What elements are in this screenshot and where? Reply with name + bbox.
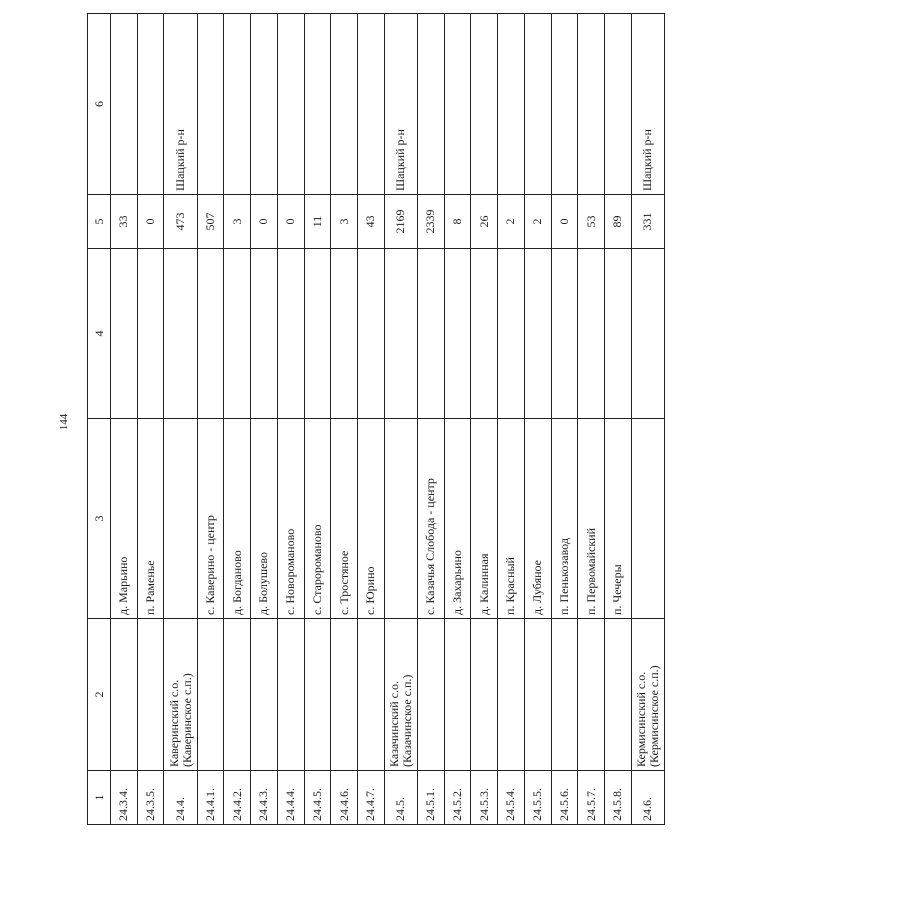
cell-c1: 24.5.4.: [498, 771, 525, 825]
cell-c5: 43: [358, 195, 385, 249]
settlements-table: [87, 13, 665, 825]
cell-c2: Казачинский с.о. (Казачинское с.п.): [384, 619, 417, 771]
cell-c2: [417, 619, 444, 771]
cell-c6: [524, 14, 551, 195]
cell-c5: 3: [331, 195, 358, 249]
cell-c3: п. Раменье: [137, 419, 164, 619]
page-number: 144: [58, 413, 70, 431]
cell-c5: 53: [578, 195, 605, 249]
cell-c6: [111, 14, 138, 195]
cell-c3: [164, 419, 197, 619]
col-header-3: 3: [88, 419, 111, 619]
cell-c3: с. Старороманово: [304, 419, 331, 619]
cell-c3: д. Калинная: [471, 419, 498, 619]
table-row: [605, 14, 632, 825]
cell-c3: п. Первомайский: [578, 419, 605, 619]
cell-c6: Шацкий р-н: [631, 14, 664, 195]
cell-c1: 24.5.5.: [524, 771, 551, 825]
cell-c6: [304, 14, 331, 195]
cell-c2: [578, 619, 605, 771]
cell-c3: п. Пенькозавод: [551, 419, 578, 619]
table-row: [197, 14, 224, 825]
cell-c3: с. Каверино - центр: [197, 419, 224, 619]
cell-c3: д. Лубяное: [524, 419, 551, 619]
col-header-1: 1: [88, 771, 111, 825]
cell-c6: [551, 14, 578, 195]
cell-c2: [551, 619, 578, 771]
cell-c6: [331, 14, 358, 195]
cell-c1: 24.4.4.: [277, 771, 304, 825]
cell-c2: Кермисинский с.о. (Кермисинское с.п.): [631, 619, 664, 771]
cell-c2: [197, 619, 224, 771]
col-header-2: 2: [88, 619, 111, 771]
cell-c1: 24.5.7.: [578, 771, 605, 825]
table-row: [331, 14, 358, 825]
cell-c4: [444, 249, 471, 419]
cell-c5: 0: [277, 195, 304, 249]
cell-c6: [578, 14, 605, 195]
cell-c5: 473: [164, 195, 197, 249]
cell-c2: [605, 619, 632, 771]
cell-c2: [304, 619, 331, 771]
cell-c6: [137, 14, 164, 195]
cell-c2: [524, 619, 551, 771]
cell-c2: [358, 619, 385, 771]
cell-c4: [304, 249, 331, 419]
cell-c5: 8: [444, 195, 471, 249]
cell-c6: [498, 14, 525, 195]
cell-c6: [417, 14, 444, 195]
cell-c6: [277, 14, 304, 195]
cell-c1: 24.3.5.: [137, 771, 164, 825]
cell-c5: 2169: [384, 195, 417, 249]
cell-c1: 24.3.4.: [111, 771, 138, 825]
cell-c6: [358, 14, 385, 195]
cell-c3: с. Тростяное: [331, 419, 358, 619]
cell-c2: [277, 619, 304, 771]
col-header-6: 6: [88, 14, 111, 195]
cell-c4: [498, 249, 525, 419]
cell-c6: [444, 14, 471, 195]
table-row: [578, 14, 605, 825]
cell-c2: [331, 619, 358, 771]
table-row: [444, 14, 471, 825]
cell-c6: Шацкий р-н: [384, 14, 417, 195]
cell-c1: 24.5.8.: [605, 771, 632, 825]
cell-c5: 0: [251, 195, 278, 249]
cell-c1: 24.4.3.: [251, 771, 278, 825]
cell-c4: [551, 249, 578, 419]
table-row: [384, 14, 417, 825]
cell-c6: [605, 14, 632, 195]
cell-c5: 11: [304, 195, 331, 249]
cell-c4: [417, 249, 444, 419]
table-row: [471, 14, 498, 825]
cell-c2: [111, 619, 138, 771]
table-row: [277, 14, 304, 825]
cell-c6: [224, 14, 251, 195]
cell-c3: с. Казачья Слобода - центр: [417, 419, 444, 619]
cell-c3: с. Юрино: [358, 419, 385, 619]
cell-c5: 507: [197, 195, 224, 249]
table-row: [524, 14, 551, 825]
cell-c4: [578, 249, 605, 419]
cell-c5: 331: [631, 195, 664, 249]
cell-c6: [251, 14, 278, 195]
cell-c2: [444, 619, 471, 771]
settlements-table-container: [87, 101, 898, 825]
table-row: [137, 14, 164, 825]
table-row: [417, 14, 444, 825]
cell-c3: д. Захарьино: [444, 419, 471, 619]
cell-c1: 24.6.: [631, 771, 664, 825]
header-row: [88, 14, 111, 825]
table-row: [551, 14, 578, 825]
table-row: [164, 14, 197, 825]
cell-c3: [384, 419, 417, 619]
cell-c5: 0: [137, 195, 164, 249]
cell-c5: 2: [524, 195, 551, 249]
cell-c5: 89: [605, 195, 632, 249]
cell-c1: 24.4.7.: [358, 771, 385, 825]
cell-c3: с. Новороманово: [277, 419, 304, 619]
table-row: [498, 14, 525, 825]
cell-c1: 24.4.1.: [197, 771, 224, 825]
col-header-4: 4: [88, 249, 111, 419]
cell-c3: п. Красный: [498, 419, 525, 619]
cell-c6: [471, 14, 498, 195]
cell-c1: 24.5.6.: [551, 771, 578, 825]
table-row: [304, 14, 331, 825]
cell-c3: д. Болушево: [251, 419, 278, 619]
cell-c4: [111, 249, 138, 419]
cell-c4: [358, 249, 385, 419]
cell-c5: 2: [498, 195, 525, 249]
cell-c6: [197, 14, 224, 195]
cell-c4: [605, 249, 632, 419]
cell-c2: [251, 619, 278, 771]
cell-c4: [524, 249, 551, 419]
cell-c3: [631, 419, 664, 619]
table-row: [631, 14, 664, 825]
cell-c4: [137, 249, 164, 419]
cell-c1: 24.4.5.: [304, 771, 331, 825]
cell-c4: [224, 249, 251, 419]
table-row: [358, 14, 385, 825]
cell-c4: [164, 249, 197, 419]
cell-c1: 24.5.1.: [417, 771, 444, 825]
cell-c3: п. Чечеры: [605, 419, 632, 619]
table-row: [224, 14, 251, 825]
cell-c4: [197, 249, 224, 419]
cell-c5: 3: [224, 195, 251, 249]
cell-c6: Шацкий р-н: [164, 14, 197, 195]
cell-c4: [277, 249, 304, 419]
cell-c2: [137, 619, 164, 771]
cell-c1: 24.4.: [164, 771, 197, 825]
cell-c4: [384, 249, 417, 419]
cell-c5: 33: [111, 195, 138, 249]
cell-c5: 0: [551, 195, 578, 249]
table-row: [111, 14, 138, 825]
cell-c1: 24.5.3.: [471, 771, 498, 825]
cell-c4: [631, 249, 664, 419]
cell-c5: 2339: [417, 195, 444, 249]
cell-c2: [471, 619, 498, 771]
cell-c1: 24.4.6.: [331, 771, 358, 825]
cell-c3: д. Марьино: [111, 419, 138, 619]
cell-c4: [331, 249, 358, 419]
cell-c4: [251, 249, 278, 419]
cell-c2: Каверинский с.о. (Каверинское с.п.): [164, 619, 197, 771]
table-row: [251, 14, 278, 825]
cell-c1: 24.5.2.: [444, 771, 471, 825]
col-header-5: 5: [88, 195, 111, 249]
cell-c1: 24.4.2.: [224, 771, 251, 825]
cell-c2: [498, 619, 525, 771]
cell-c4: [471, 249, 498, 419]
table-body: [111, 14, 665, 825]
cell-c1: 24.5.: [384, 771, 417, 825]
cell-c5: 26: [471, 195, 498, 249]
cell-c3: д. Богданово: [224, 419, 251, 619]
cell-c2: [224, 619, 251, 771]
